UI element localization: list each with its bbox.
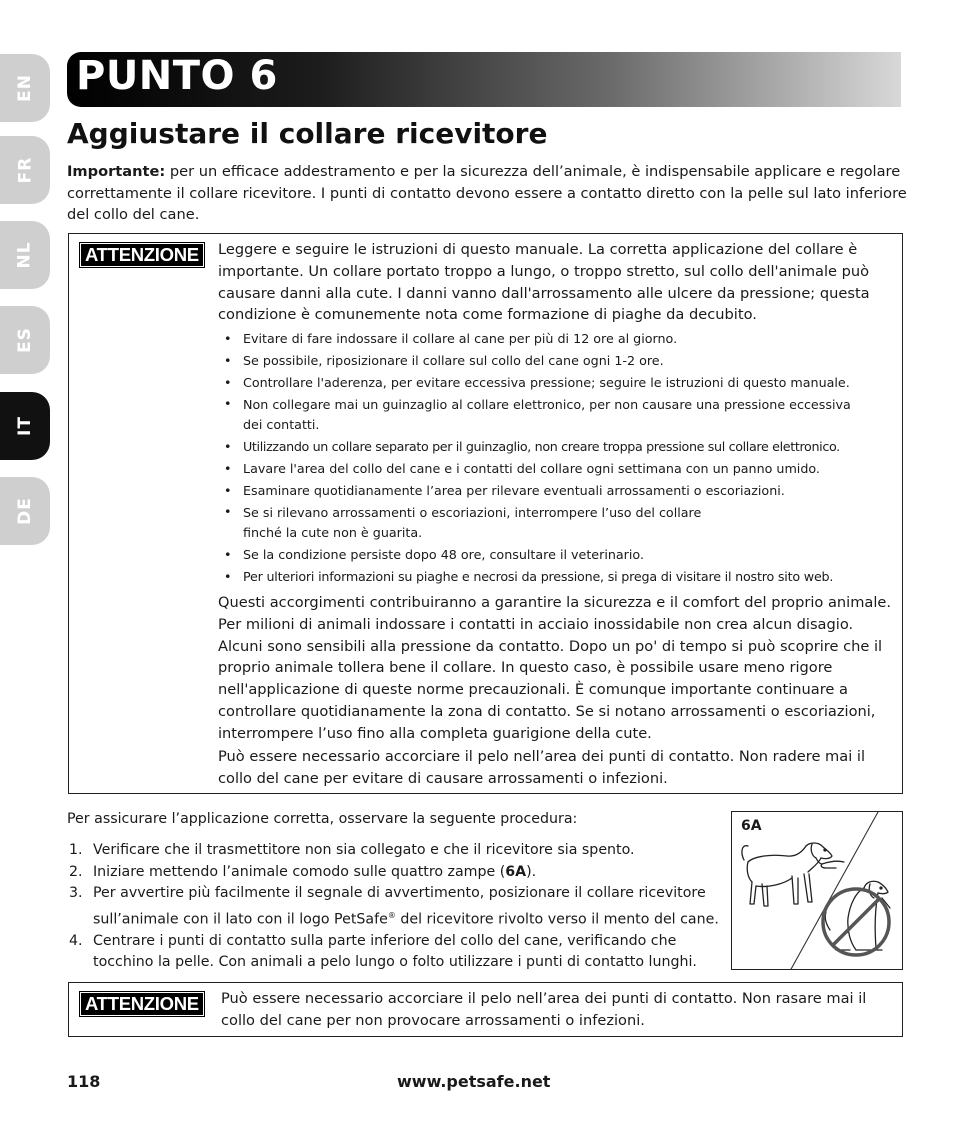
figure-6a bbox=[731, 811, 903, 970]
dog-sitting-icon bbox=[825, 881, 890, 950]
warning-label: ATTENZIONE bbox=[81, 993, 203, 1015]
lang-tab-label: DE bbox=[14, 497, 35, 525]
step-text: Per avvertire più facilmente il segnale di avvertimento, posizionare il collare ricevitore sull’animale con il lato con il logo PetSafe bbox=[93, 885, 706, 928]
step-item bbox=[67, 883, 727, 931]
bullet-item: • Esaminare quotidianamente l’area per rilevare eventuali arrossamenti o escoriazioni. bbox=[222, 480, 902, 502]
bullet-item: • Se la condizione persiste dopo 48 ore, consultare il veterinario. bbox=[222, 544, 902, 566]
lang-tab-label: EN bbox=[15, 74, 35, 102]
step-item bbox=[67, 862, 727, 884]
bullet-item: • Per ulteriori informazioni su piaghe e necrosi da pressione, si prega di visitare il nostro sito web. bbox=[222, 566, 902, 588]
bullet-item: • Lavare l'area del collo del cane e i contatti del collare ogni settimana con un panno umido. bbox=[222, 458, 902, 480]
intro-lead: Importante: bbox=[67, 163, 166, 180]
step-item bbox=[67, 840, 727, 862]
lang-tab-en[interactable] bbox=[0, 54, 50, 122]
procedure-intro: Per assicurare l’applicazione corretta, osservare la seguente procedura: bbox=[67, 811, 578, 827]
bullet-item: • Utilizzando un collare separato per il guinzaglio, non creare troppa pressione sul collare elettronico. bbox=[222, 436, 902, 458]
warning-paragraph: Leggere e seguire le istruzioni di questo manuale. La corretta applicazione del collare è importante. Un collare portato troppo a lungo, o troppo stretto, sul collo dell'animale può causare danni alla cute. I danni vanno dall'arrossamento alle ulcere da pressione; questa condizione è comunemente nota come formazione di piaghe da decubito. bbox=[218, 241, 870, 324]
prohibited-icon bbox=[823, 889, 889, 955]
bullet-item: • Controllare l'aderenza, per evitare eccessiva pressione; seguire le istruzioni di questo manuale. bbox=[222, 372, 902, 394]
intro-text: per un efficace addestramento e per la sicurezza dell’animale, è indispensabile applicare e regolare correttamente il collare ricevitore. I punti di contatto devono essere a contatto diretto con la pelle sul lato inferiore del collo del cane. bbox=[67, 163, 907, 223]
procedure-steps bbox=[67, 840, 727, 974]
bullet-item: • Se possibile, riposizionare il collare sul collo del cane ogni 1-2 ore. bbox=[222, 350, 902, 372]
dog-standing-icon bbox=[742, 843, 844, 906]
intro-paragraph bbox=[67, 161, 907, 226]
lang-tab-es[interactable] bbox=[0, 306, 50, 374]
lang-tab-label: NL bbox=[15, 241, 35, 269]
step-number: 3. bbox=[69, 885, 83, 901]
step-number: 1. bbox=[69, 842, 83, 858]
step-number: 2. bbox=[69, 863, 83, 880]
lang-tab-label: ES bbox=[14, 327, 35, 353]
figure-label: 6A bbox=[741, 818, 762, 834]
section-title: Aggiustare il collare ricevitore bbox=[67, 117, 548, 150]
bullet-item: • Non collegare mai un guinzaglio al collare elettronico, per non causare una pressione eccessiva dei contatti. bbox=[222, 394, 902, 436]
step-text: ). bbox=[526, 863, 537, 880]
lang-tab-de[interactable] bbox=[0, 477, 50, 545]
page-title: PUNTO 6 bbox=[76, 53, 278, 99]
footer-url-link[interactable]: www.petsafe.net bbox=[397, 1072, 551, 1091]
warning-label: ATTENZIONE bbox=[81, 244, 203, 266]
registered-mark: ® bbox=[387, 910, 396, 920]
warning-paragraph: Può essere necessario accorciare il pelo nell’area dei punti di contatto. Non rasare mai il collo del cane per non provocare arrossamenti o infezioni. bbox=[221, 990, 867, 1029]
figure-reference: 6A bbox=[505, 863, 527, 880]
lang-tab-it[interactable] bbox=[0, 392, 50, 460]
page-number: 118 bbox=[67, 1072, 101, 1091]
lang-tab-fr[interactable] bbox=[0, 136, 50, 204]
step-text: Centrare i punti di contatto sulla parte inferiore del collo del cane, verificando che tocchino la pelle. Con animali a pelo lungo o folto utilizzare i punti di contatto lunghi. bbox=[93, 932, 697, 971]
warning-closing-paragraph: Può essere necessario accorciare il pelo nell’area dei punti di contatto. Non radere mai il collo del cane per evitare di causare arrossamenti o infezioni. bbox=[218, 748, 866, 787]
step-text: del ricevitore rivolto verso il mento del cane. bbox=[395, 911, 719, 928]
lang-tab-label: FR bbox=[14, 156, 35, 184]
step-number: 4. bbox=[69, 932, 83, 949]
bullet-item: • Evitare di fare indossare il collare al cane per più di 12 ore al giorno. bbox=[222, 328, 902, 350]
lang-tab-nl[interactable] bbox=[0, 221, 50, 289]
step-text: Verificare che il trasmettitore non sia collegato e che il ricevitore sia spento. bbox=[93, 842, 635, 858]
step-text: Iniziare mettendo l’animale comodo sulle quattro zampe ( bbox=[93, 863, 506, 880]
warning-bullet-list bbox=[222, 328, 902, 588]
warning-closing-paragraph: Questi accorgimenti contribuiranno a garantire la sicurezza e il comfort del proprio animale. Per milioni di animali indossare i contatti in acciaio inossidabile non crea alcun disagio. Alcuni sono sensibili alla pressione da contatto. Dopo un po' di tempo si può scoprire che il proprio animale tollera bene il collare. In questo caso, è possibile usare meno rigore nell'applicazione di queste norme precauzionali. È comunque importante continuare a controllare quotidianamente la zona di contatto. Se si notano arrossamenti o escoriazioni, interrompere l’uso fino alla completa guarigione della cute. bbox=[218, 594, 892, 742]
dog-illustration bbox=[732, 812, 903, 970]
step-item bbox=[67, 931, 727, 974]
lang-tab-label: IT bbox=[14, 416, 35, 436]
bullet-item: • Se si rilevano arrossamenti o escoriazioni, interrompere l’uso del collare finché la cute non è guarita. bbox=[222, 502, 902, 544]
